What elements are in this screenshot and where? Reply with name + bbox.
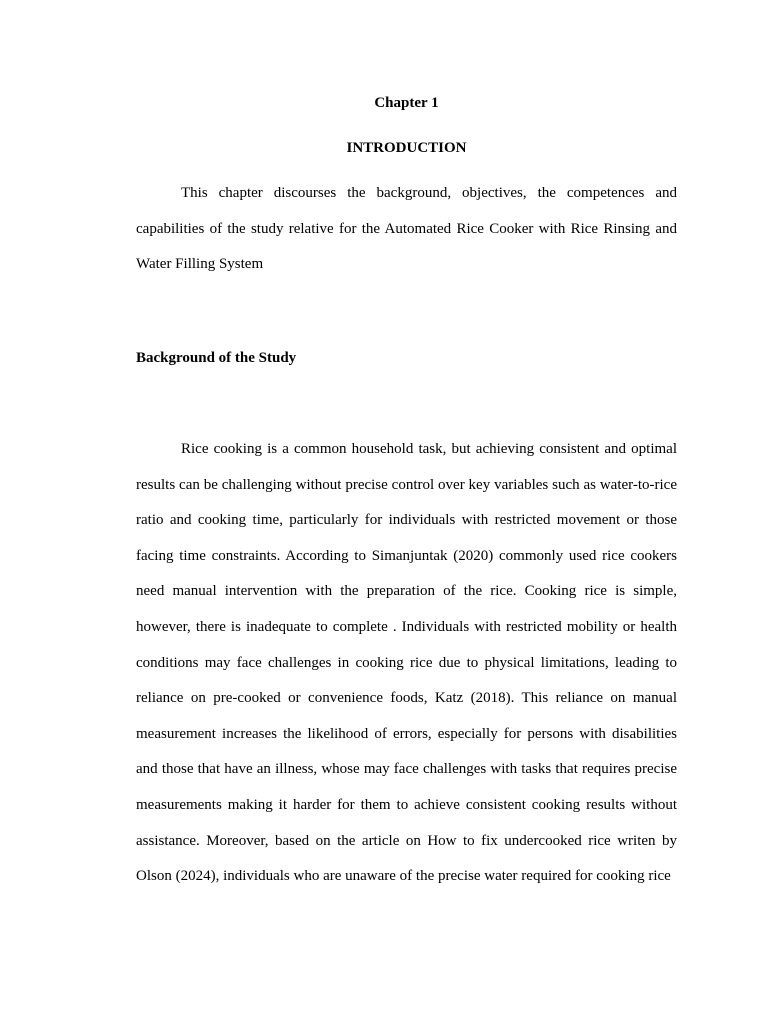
chapter-title: INTRODUCTION <box>346 140 467 156</box>
chapter-label: Chapter 1 <box>374 95 439 111</box>
background-paragraph: Rice cooking is a common household task, but achieving consistent and optimal results can be challenging without precise control over key variables such as water-to-rice ratio and cooking time, particularly for individuals with restricted movement or those facing time constraints. According to Simanjuntak (2020) commonly used rice cookers need manual intervention with the preparation of the rice. Cooking rice is simple, however, there is inadequate to complete . Individuals with restricted mobility or health conditions may face challenges in cooking rice due to physical limitations, leading to reliance on pre-cooked or convenience foods, Katz (2018). This reliance on manual measurement increases the likelihood of errors, especially for persons with disabilities and those that have an illness, whose may face challenges with tasks that requires precise measurements making it harder for them to achieve consistent cooking results without assistance. Moreover, based on the article on How to fix undercooked rice writen by Olson (2024), individuals who are unaware of the precise water required for cooking rice <box>136 441 677 885</box>
intro-paragraph: This chapter discourses the background, objectives, the competences and capabilities of the study relative for the Automated Rice Cooker with Rice Rinsing and Water Filling System <box>136 185 677 273</box>
section-heading-background: Background of the Study <box>136 350 297 366</box>
